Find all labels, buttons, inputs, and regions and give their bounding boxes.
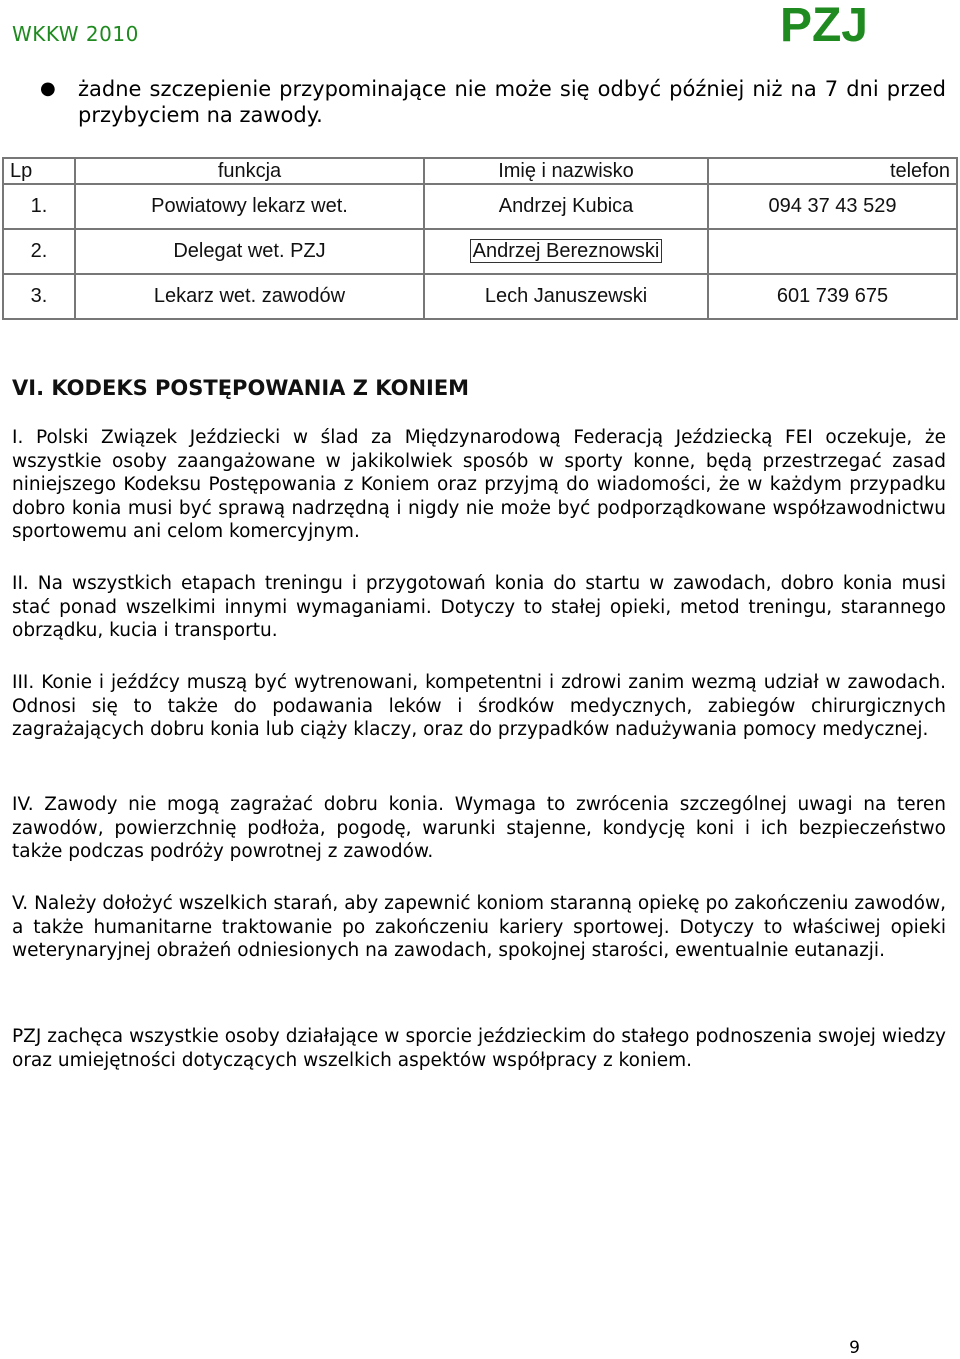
cell-phone: 601 739 675 <box>708 274 957 319</box>
column-header-function: funkcja <box>75 158 424 184</box>
cell-lp: 1. <box>3 184 75 229</box>
section-title: VI. KODEKS POSTĘPOWANIA Z KONIEM <box>12 376 470 400</box>
cell-function: Powiatowy lekarz wet. <box>75 184 424 229</box>
table-header-row <box>3 158 957 184</box>
cell-lp: 2. <box>3 229 75 274</box>
bullet-icon: ● <box>40 78 56 99</box>
table-row <box>3 274 957 319</box>
paragraph-2: II. Na wszystkich etapach treningu i przygotowań konia do startu w zawodach, dobro konia musi stać ponad wszelkimi innymi wymaganiami. Dotyczy to stałej opieki, metod treningu, starannego obrządku, kucia i transportu. <box>12 573 946 641</box>
header-organization-logo-text: PZJ <box>779 0 868 52</box>
cell-lp: 3. <box>3 274 75 319</box>
paragraph-closing: PZJ zachęca wszystkie osoby działające w sporcie jeździeckim do stałego podnoszenia swojej wiedzy oraz umiejętności dotyczących wszelkich aspektów współpracy z koniem. <box>12 1026 946 1071</box>
cell-name: Andrzej Kubica <box>424 184 708 229</box>
header-document-code: WKKW 2010 <box>12 22 139 46</box>
column-header-lp: Lp <box>3 158 75 184</box>
table-row <box>3 184 957 229</box>
vaccination-bullet-item <box>40 76 946 128</box>
paragraph-3: III. Konie i jeźdźcy muszą być wytrenowani, kompetentni i zdrowi zanim wezmą udział w zawodach. Odnosi się to także do podawania leków i środków medycznych, zabiegów chirurgicznych zagrażających dobru konia lub ciąży klaczy, oraz do przypadków nadużywania pomocy medycznej. <box>12 672 946 740</box>
cell-phone: 094 37 43 529 <box>708 184 957 229</box>
cell-name <box>424 229 708 274</box>
cell-phone <box>708 229 957 274</box>
cell-name: Lech Januszewski <box>424 274 708 319</box>
paragraph-4: IV. Zawody nie mogą zagrażać dobru konia. Wymaga to zwrócenia szczególnej uwagi na teren zawodów, powierzchnię podłoża, pogodę, warunki stajenne, kondycję koni i ich bezpieczeństwo także podczas podróży powrotnej z zawodów. <box>12 794 946 862</box>
page-number: 9 <box>849 1338 860 1358</box>
cell-function: Lekarz wet. zawodów <box>75 274 424 319</box>
column-header-name: Imię i nazwisko <box>424 158 708 184</box>
veterinary-staff-table <box>2 157 958 320</box>
paragraph-1: I. Polski Związek Jeździecki w ślad za Międzynarodową Federacją Jeździecką FEI oczekuje, że wszystkie osoby zaangażowane w jakikolwiek sposób w sporty konne, będą przestrzegać zasad niniejszego Kodeksu Postępowania z Koniem oraz przyjmą do wiadomości, że w każdym przypadku dobro konia musi być sprawą nadrzędną i nigdy nie może być podporządkowane współzawodnictwu sportowemu ani celom komercyjnym. <box>12 427 946 542</box>
paragraph-5: V. Należy dołożyć wszelkich starań, aby zapewnić koniom staranną opiekę po zakończeniu zawodów, a także humanitarne traktowanie po zakończeniu kariery sportowej. Dotyczy to właściwej opieki weterynaryjnej obrażeń odniesionych na zawodach, spokojnej starości, ewentualnie eutanazji. <box>12 893 946 961</box>
cell-function: Delegat wet. PZJ <box>75 229 424 274</box>
cell-name-highlighted: Andrzej Bereznowski <box>470 239 663 263</box>
table-row <box>3 229 957 274</box>
column-header-phone: telefon <box>708 158 957 184</box>
bullet-text: żadne szczepienie przypominające nie może się odbyć później niż na 7 dni przed przybyciem na zawody. <box>78 77 946 127</box>
